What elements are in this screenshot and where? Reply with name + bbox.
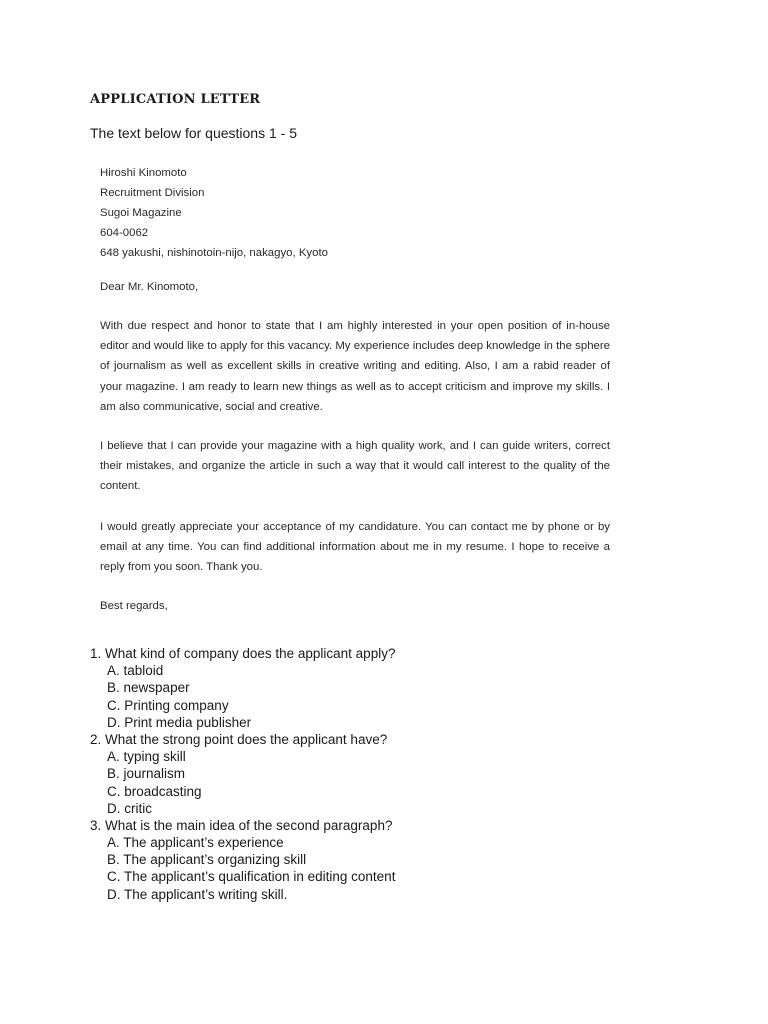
question-item-3 <box>90 817 690 903</box>
answer-option <box>90 714 690 731</box>
option-letter: B. <box>107 680 120 696</box>
address-name: Hiroshi Kinomoto <box>100 167 187 179</box>
letter-closing: Best regards, <box>100 600 168 613</box>
answer-option <box>90 662 690 679</box>
letter-salutation: Dear Mr. Kinomoto, <box>100 281 199 293</box>
option-text: Print media publisher <box>124 714 252 730</box>
question-prompt: What kind of company does the applicant apply? <box>105 646 396 661</box>
option-text: The applicant’s writing skill. <box>124 886 288 902</box>
answer-option <box>90 679 690 696</box>
intro-line: The text below for questions 1 - 5 <box>90 125 297 141</box>
question-prompt: What is the main idea of the second paragraph? <box>105 817 393 833</box>
option-text: broadcasting <box>124 783 202 799</box>
question-text <box>90 645 690 662</box>
option-text: Printing company <box>124 697 229 713</box>
option-letter: A. <box>107 835 120 851</box>
answer-option <box>90 800 690 817</box>
option-text: typing skill <box>123 749 186 765</box>
option-letter: D. <box>107 886 121 902</box>
option-letter: A. <box>107 749 120 765</box>
option-text: journalism <box>123 766 186 782</box>
address-street: 648 yakushi, nishinotoin-nijo, nakagyo, Kyoto <box>100 247 328 259</box>
option-text: The applicant’s qualification in editing content <box>124 869 396 885</box>
option-letter: C. <box>107 697 121 713</box>
page-title: APPLICATION LETTER <box>90 92 261 107</box>
question-text <box>90 817 690 834</box>
question-number: 3. <box>90 817 102 833</box>
answer-option <box>90 834 690 851</box>
answer-option <box>90 868 690 885</box>
address-postal-code: 604-0062 <box>100 227 149 239</box>
question-list <box>90 645 690 903</box>
option-letter: D. <box>107 714 121 730</box>
option-text: The applicant’s organizing skill <box>123 852 307 868</box>
question-number: 1. <box>90 646 102 661</box>
question-item-1 <box>90 645 690 731</box>
answer-option <box>90 783 690 800</box>
answer-option <box>90 765 690 782</box>
recipient-address <box>100 163 610 263</box>
question-text <box>90 731 690 748</box>
option-text: newspaper <box>123 680 190 696</box>
letter-paragraph-2: I believe that I can provide your magazine with a high quality work, and I can guide writers, correct their mistakes, and organize the article in such a way that it would call interest to the quality of the content. <box>100 440 610 493</box>
option-letter: C. <box>107 783 121 799</box>
option-letter: B. <box>107 852 120 868</box>
answer-option <box>90 697 690 714</box>
option-letter: A. <box>107 663 120 679</box>
option-letter: C. <box>107 869 121 885</box>
answer-option <box>90 748 690 765</box>
question-prompt: What the strong point does the applicant have? <box>105 731 388 747</box>
answer-option <box>90 851 690 868</box>
option-letter: B. <box>107 766 120 782</box>
question-number: 2. <box>90 731 102 747</box>
question-item-2 <box>90 731 690 817</box>
letter-paragraph-1: With due respect and honor to state that I am highly interested in your open position of in-house editor and would like to apply for this vacancy. My experience includes deep knowledge in the sphere of journalism as well as excellent skills in creative writing and editing. Also, I am a rabid reader of your magazine. I am ready to learn new things as well as to accept criticism and improve my skills. I am also communicative, social and creative. <box>100 320 610 413</box>
address-company: Sugoi Magazine <box>100 207 182 219</box>
option-text: tabloid <box>123 663 164 679</box>
address-division: Recruitment Division <box>100 187 205 199</box>
option-text: critic <box>124 800 153 816</box>
answer-option <box>90 886 690 903</box>
option-text: The applicant’s experience <box>123 835 284 851</box>
option-letter: D. <box>107 800 121 816</box>
application-letter <box>100 163 610 616</box>
letter-paragraph-3: I would greatly appreciate your acceptance of my candidature. You can contact me by phone or by email at any time. You can find additional information about me in my resume. I hope to receive a reply from you soon. Thank you. <box>100 520 610 574</box>
